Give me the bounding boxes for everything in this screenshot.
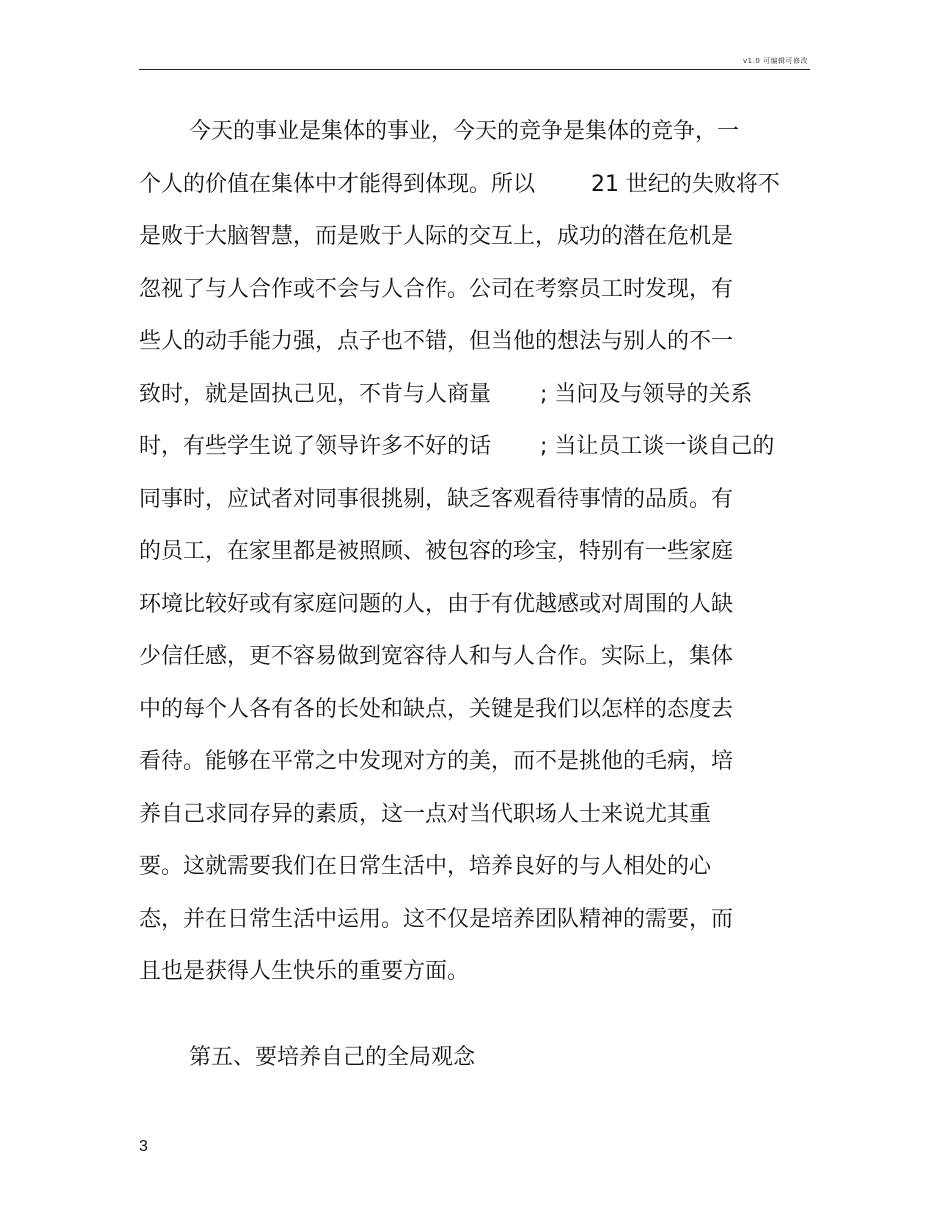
paragraph-line: 看待。能够在平常之中发现对方的美，而不是挑他的毛病，培 [139,749,734,774]
paragraph-line: 的员工，在家里都是被照顾、被包容的珍宝，特别有一些家庭 [139,539,734,564]
paragraph-line: 环境比较好或有家庭问题的人，由于有优越感或对周围的人缺 [139,591,734,617]
header-version-text: v1.0 可编辑可修改 [743,57,808,65]
paragraph-line: 且也是获得人生快乐的重要方面。 [139,959,470,984]
paragraph-line: 忽视了与人合作或不会与人合作。公司在考察员工时发现，有 [139,276,734,302]
page-number: 3 [139,1138,148,1155]
paragraph-line: 些人的动手能力强，点子也不错，但当他的想法与别人的不一 [139,329,734,354]
paragraph-line: 今天的事业是集体的事业，今天的竞争是集体的竞争，一 [189,119,740,144]
paragraph-line: 少信任感，更不容易做到宽容待人和与人合作。实际上，集体 [139,644,734,669]
body-paragraph [139,108,819,1001]
section-heading: 第五、要培养自己的全局观念 [189,1045,476,1070]
paragraph-line: 时，有些学生说了领导许多不好的话 ; 当让员工谈一谈自己的 [139,434,775,459]
header-rule [139,69,810,70]
paragraph-line: 同事时，应试者对同事很挑剔，缺乏客观看待事情的品质。有 [139,486,734,512]
paragraph-line: 是败于大脑智慧，而是败于人际的交互上，成功的潜在危机是 [139,224,734,249]
paragraph-line: 要。这就需要我们在日常生活中，培养良好的与人相处的心 [139,854,712,879]
paragraph-line: 中的每个人各有各的长处和缺点，关键是我们以怎样的态度去 [139,696,734,722]
paragraph-line: 个人的价值在集体中才能得到体现。所以 21 世纪的失败将不 [139,171,780,197]
paragraph-line: 态，并在日常生活中运用。这不仅是培养团队精神的需要，而 [139,906,734,932]
paragraph-line: 养自己求同存异的素质，这一点对当代职场人士来说尤其重 [139,801,712,827]
paragraph-line: 致时，就是固执己见，不肯与人商量 ; 当问及与领导的关系 [139,381,753,407]
